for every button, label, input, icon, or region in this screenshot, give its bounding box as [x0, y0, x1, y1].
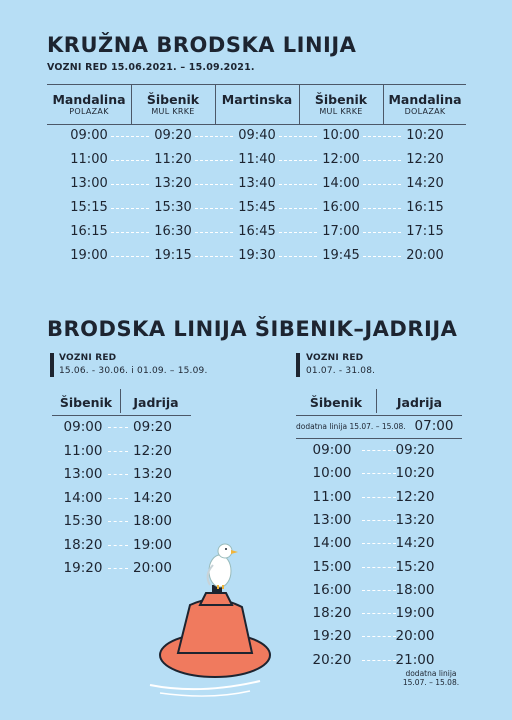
col-header-sibenik-1: Šibenik — [146, 92, 200, 107]
arrival-time: 12:20 — [133, 442, 172, 459]
arrival-time: 09:20 — [133, 419, 172, 435]
departure-time: 15:00 — [312, 558, 352, 575]
arrival-time: 13:20 — [395, 511, 435, 528]
departure-time: 10:00 — [312, 465, 352, 482]
arrival-time: 21:00 — [395, 651, 435, 668]
arrival-time: 13:20 — [133, 466, 172, 482]
circular-schedule-dates: VOZNI RED 15.06.2021. – 15.09.2021. — [47, 62, 255, 73]
arrival-time: 09:20 — [395, 442, 435, 458]
time-cell: 17:15 — [406, 224, 444, 239]
time-cell: 11:00 — [70, 152, 108, 167]
time-cell: 12:00 — [322, 152, 360, 167]
col-sub-polazak: POLAZAK — [69, 107, 109, 116]
time-cell: 19:15 — [154, 248, 192, 263]
time-cell: 16:00 — [322, 200, 360, 215]
arrival-time: 14:20 — [133, 489, 172, 506]
time-cell: 13:00 — [70, 176, 108, 191]
time-cell: 09:40 — [238, 128, 276, 143]
extra-note-line-2: 15.07. – 15.08. — [402, 678, 460, 687]
time-cell: 16:15 — [70, 224, 108, 239]
arrival-time: 18:00 — [395, 581, 435, 598]
left-schedule-label: VOZNI RED — [59, 353, 117, 363]
departure-time: 09:00 — [63, 419, 103, 435]
time-cell: 10:00 — [322, 128, 360, 143]
departure-time: 14:00 — [312, 535, 352, 552]
time-cell: 09:00 — [70, 128, 108, 143]
arrival-time: 10:20 — [395, 465, 435, 482]
departure-time: 13:00 — [312, 511, 352, 528]
circular-line-title: KRUŽNA BRODSKA LINIJA — [47, 33, 357, 57]
col-header-mandalina: Mandalina — [52, 92, 126, 107]
jadrija-line-title: BRODSKA LINIJA ŠIBENIK–JADRIJA — [47, 317, 458, 341]
time-cell: 19:45 — [322, 248, 360, 263]
left-schedule-dates: 15.06. - 30.06. i 01.09. – 15.09. — [59, 366, 208, 376]
departure-time: 19:20 — [312, 628, 352, 645]
time-cell: 14:00 — [322, 176, 360, 191]
arrival-time: 19:00 — [133, 536, 172, 553]
time-cell: 15:45 — [238, 200, 276, 215]
time-cell: 11:20 — [154, 152, 192, 167]
time-cell: 13:40 — [238, 176, 276, 191]
time-cell: 16:15 — [406, 200, 444, 215]
departure-time: 14:00 — [63, 489, 103, 506]
departure-time: 15:30 — [63, 513, 103, 529]
col-header-sibenik-2: Šibenik — [314, 92, 368, 107]
extra-line-note-top: dodatna linija 15.07. – 15.08. — [296, 422, 406, 431]
col-sub-dolazak: DOLAZAK — [404, 107, 446, 116]
time-cell: 12:20 — [406, 152, 444, 167]
arrival-time: 15:20 — [395, 558, 435, 575]
col-sub-mul-krke-1: MUL KRKE — [151, 107, 195, 116]
time-cell: 20:00 — [406, 248, 444, 263]
col-sub-mul-krke-2: MUL KRKE — [319, 107, 363, 116]
right-schedule-label: VOZNI RED — [306, 353, 364, 363]
time-cell: 13:20 — [154, 176, 192, 191]
right-col-sibenik: Šibenik — [309, 395, 363, 410]
departure-time: 16:00 — [312, 581, 352, 598]
arrival-time: 14:20 — [395, 535, 435, 552]
right-col-jadrija: Jadrija — [396, 395, 443, 410]
arrival-time: 20:00 — [395, 628, 435, 645]
time-cell: 16:30 — [154, 224, 192, 239]
extra-note-line-1: dodatna linija — [405, 669, 457, 678]
departure-time: 11:00 — [312, 488, 352, 505]
time-cell: 15:30 — [154, 200, 192, 215]
arrival-time: 20:00 — [133, 560, 172, 576]
departure-time: 13:00 — [63, 466, 103, 482]
departure-time: 09:00 — [312, 442, 352, 458]
time-cell: 19:00 — [70, 248, 108, 263]
time-cell: 11:40 — [238, 152, 276, 167]
time-cell: 17:00 — [322, 224, 360, 239]
time-cell: 09:20 — [154, 128, 192, 143]
departure-time: 20:20 — [312, 651, 352, 668]
col-header-mandalina-2: Mandalina — [388, 92, 462, 107]
right-schedule-dates: 01.07. - 31.08. — [306, 366, 376, 376]
left-col-jadrija: Jadrija — [133, 395, 179, 410]
time-cell: 10:20 — [406, 128, 444, 143]
arrival-time: 18:00 — [133, 513, 172, 529]
time-cell: 15:15 — [70, 200, 108, 215]
departure-time: 19:20 — [63, 560, 103, 576]
col-header-martinska: Martinska — [221, 92, 293, 107]
departure-time: 18:20 — [63, 536, 103, 553]
time-cell: 19:30 — [238, 248, 276, 263]
right-timetable — [296, 387, 462, 687]
time-cell: 14:20 — [406, 176, 444, 191]
arrival-time: 19:00 — [395, 605, 435, 622]
arrival-time: 12:20 — [395, 488, 435, 505]
time-cell: 16:45 — [238, 224, 276, 239]
extra-line-note-bottom — [400, 669, 462, 687]
departure-time: 11:00 — [63, 442, 103, 459]
circular-timetable — [47, 84, 466, 269]
buoy-seagull-illustration — [140, 535, 290, 700]
departure-time: 18:20 — [312, 605, 352, 622]
extra-time-top: 07:00 — [414, 418, 454, 434]
left-col-sibenik: Šibenik — [59, 395, 113, 410]
